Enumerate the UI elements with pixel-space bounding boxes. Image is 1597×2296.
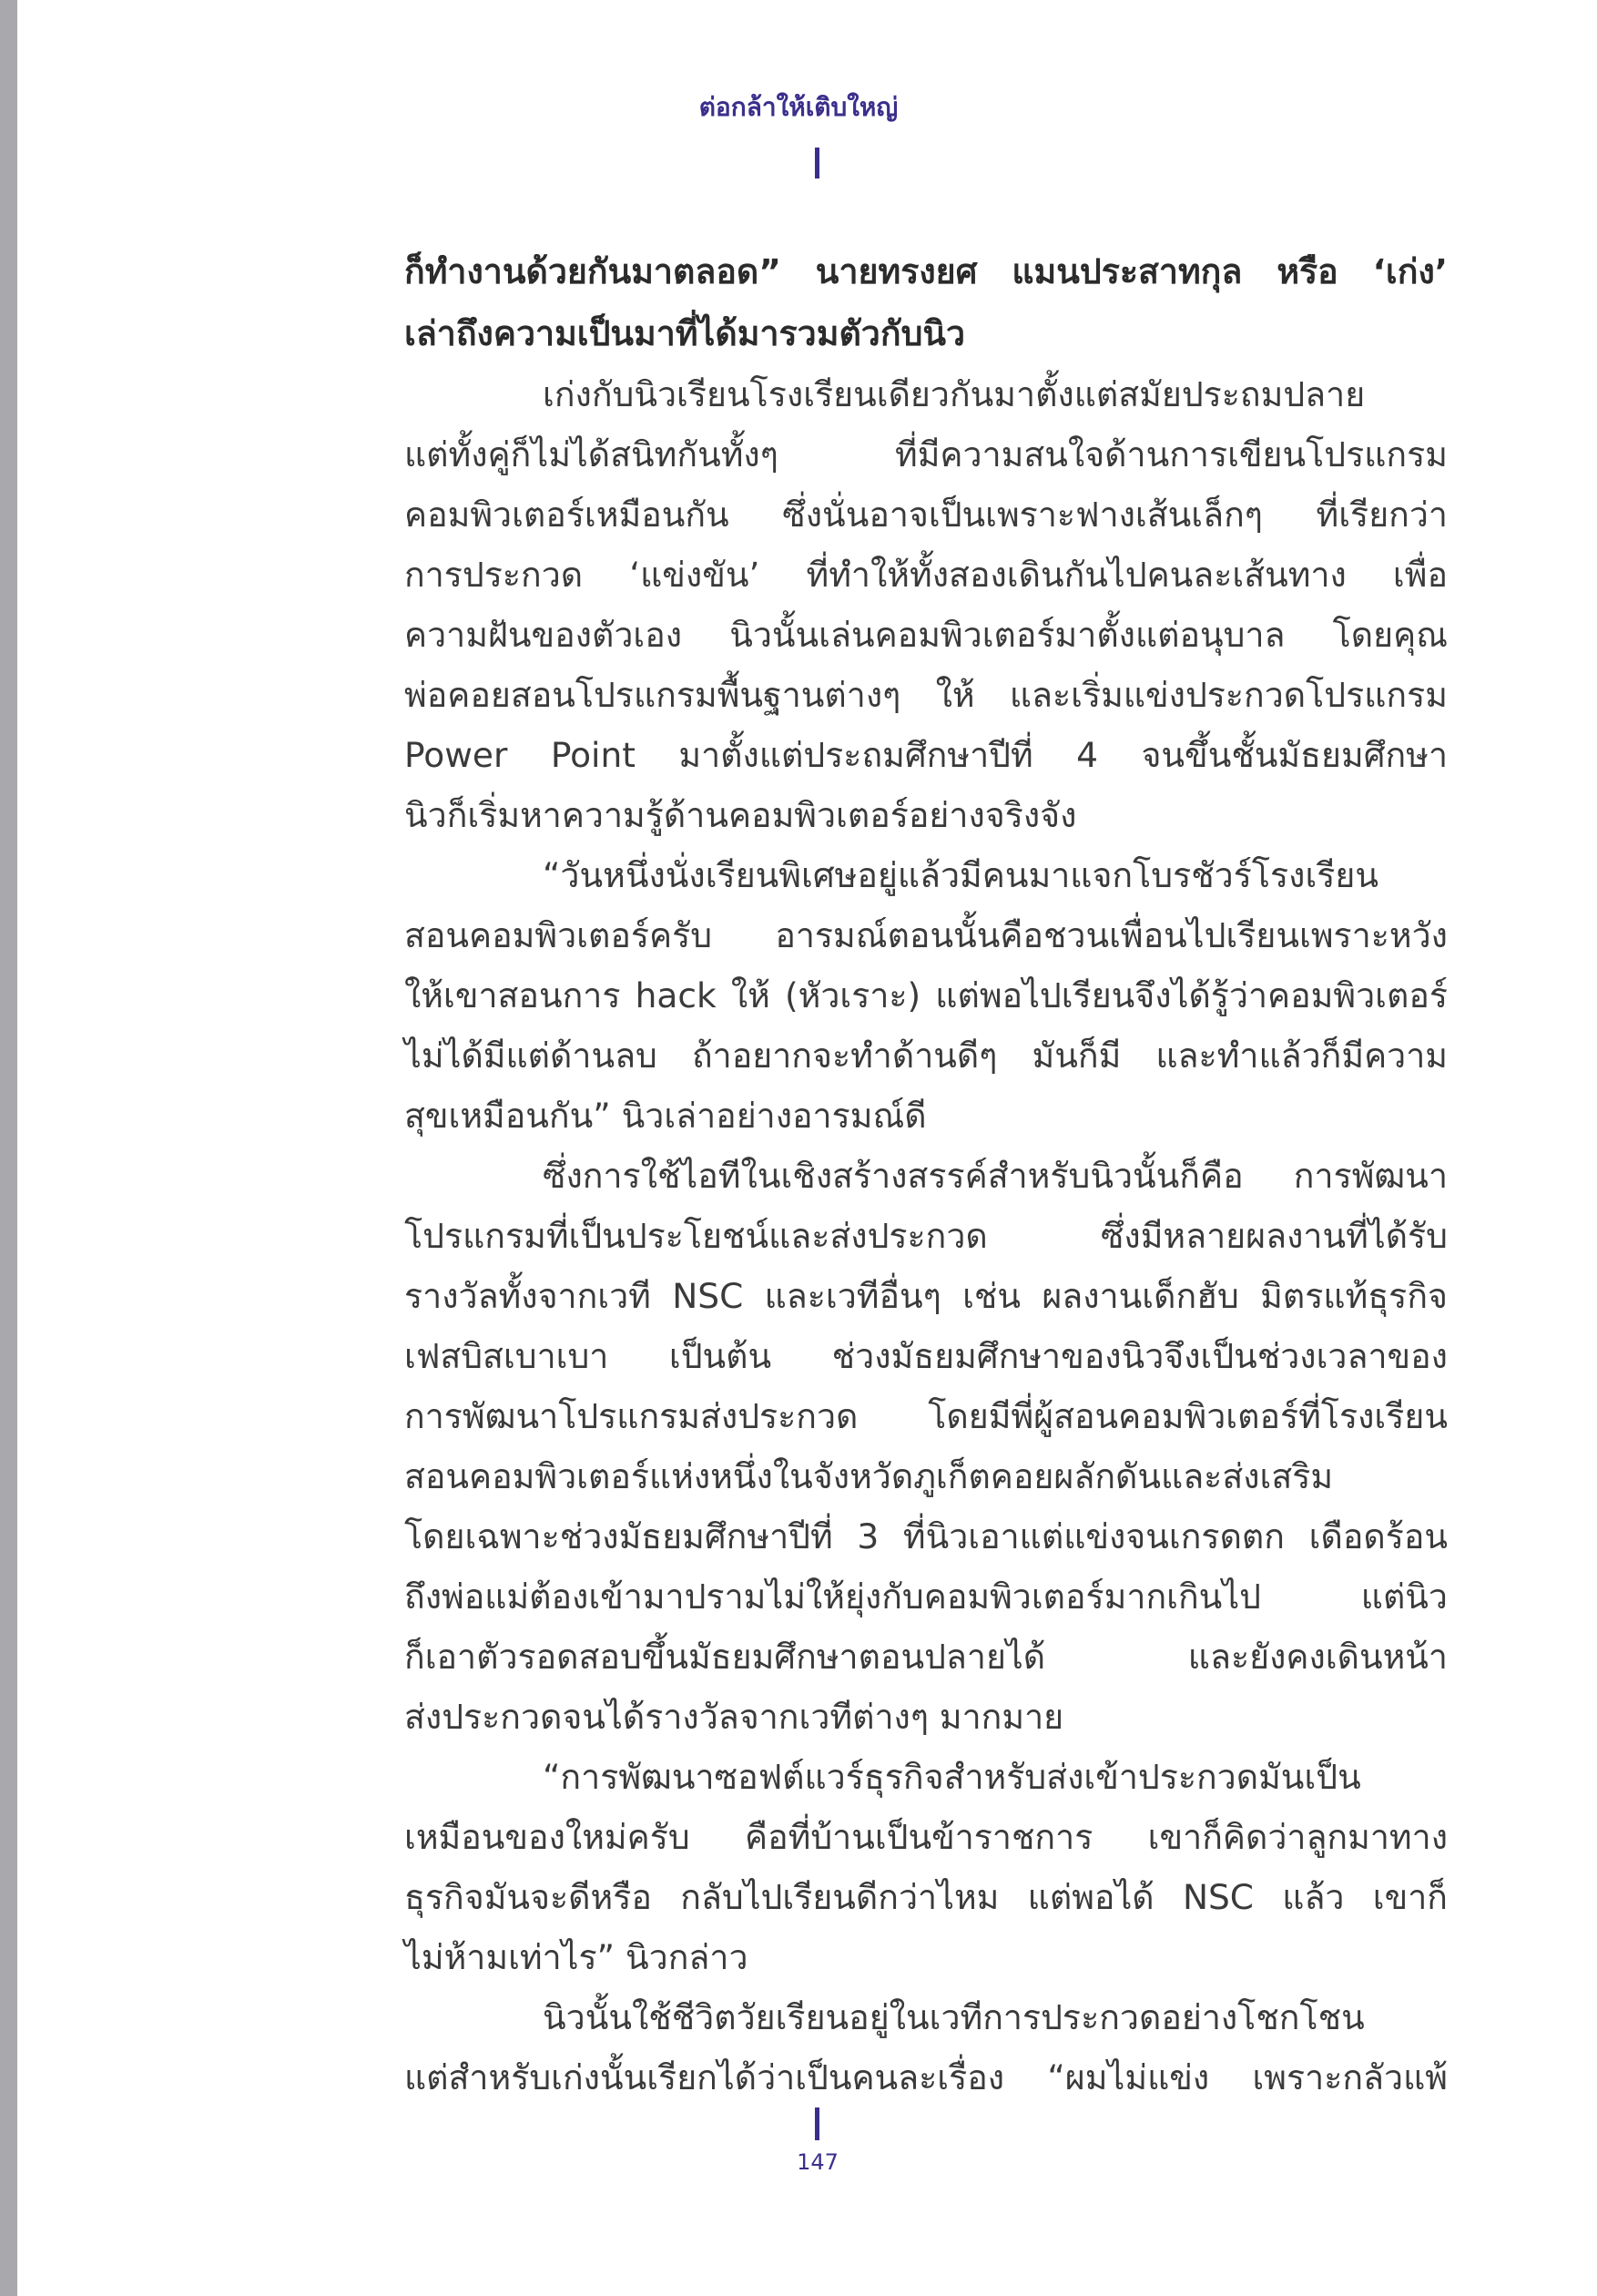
text-line: นิวก็เริ่มหาความรู้ด้านคอมพิวเตอร์อย่างจริงจัง <box>404 795 1077 835</box>
text-line: ให้เขาสอนการ hack ให้ (หัวเราะ) แต่พอไปเรียนจึงได้รู้ว่าคอมพิวเตอร์ <box>404 975 1448 1015</box>
footer-divider <box>815 2107 819 2140</box>
text-line: โปรแกรมที่เป็นประโยชน์และส่งประกวด ซึ่งมีหลายผลงานที่ได้รับ <box>404 1216 1448 1256</box>
text-line: ส่งประกวดจนได้รางวัลจากเวทีต่างๆ มากมาย <box>404 1697 1064 1737</box>
text-line: ความฝันของตัวเอง นิวนั้นเล่นคอมพิวเตอร์มาตั้งแต่อนุบาล โดยคุณ <box>404 615 1448 655</box>
text-line: ธุรกิจมันจะดีหรือ กลับไปเรียนดีกว่าไหม แต่พอได้ NSC แล้ว เขาก็ <box>404 1877 1448 1917</box>
page-number: 147 <box>797 2149 839 2175</box>
text-line: สอนคอมพิวเตอร์แห่งหนึ่งในจังหวัดภูเก็ตคอยผลักดันและส่งเสริม <box>404 1456 1334 1496</box>
text-line: สอนคอมพิวเตอร์ครับ อารมณ์ตอนนั้นคือชวนเพื่อนไปเรียนเพราะหวัง <box>404 915 1448 955</box>
text-line: ซึ่งการใช้ไอทีในเชิงสร้างสรรค์สำหรับนิวนั้นก็คือ การพัฒนา <box>543 1156 1448 1196</box>
text-line: การพัฒนาโปรแกรมส่งประกวด โดยมีพี่ผู้สอนคอมพิวเตอร์ที่โรงเรียน <box>404 1396 1448 1436</box>
running-header: ต่อกล้าให้เติบใหญ่ <box>698 92 899 122</box>
text-line: ก็เอาตัวรอดสอบขึ้นมัธยมศึกษาตอนปลายได้ และยังคงเดินหน้า <box>404 1637 1448 1677</box>
header-divider <box>815 148 819 179</box>
text-line: ไม่ได้มีแต่ด้านลบ ถ้าอยากจะทำด้านดีๆ มันก็มี และทำแล้วก็มีความ <box>404 1036 1448 1076</box>
text-line: เล่าถึงความเป็นมาที่ได้มารวมตัวกับนิว <box>404 313 966 353</box>
text-line: รางวัลทั้งจากเวที NSC และเวทีอื่นๆ เช่น ผลงานเด็กฮับ มิตรแท้ธุรกิจ <box>404 1276 1448 1316</box>
page-edge-bar <box>0 0 17 2296</box>
text-line: การประกวด ‘แข่งขัน’ ที่ทำให้ทั้งสองเดินกันไปคนละเส้นทาง เพื่อ <box>404 555 1448 595</box>
text-line: โดยเฉพาะช่วงมัธยมศึกษาปีที่ 3 ที่นิวเอาแต่แข่งจนเกรดตก เดือดร้อน <box>404 1516 1448 1556</box>
text-line: แต่สำหรับเก่งนั้นเรียกได้ว่าเป็นคนละเรื่อง “ผมไม่แข่ง เพราะกลัวแพ้ <box>404 2057 1448 2097</box>
text-line: เฟสบิสเบาเบา เป็นต้น ช่วงมัธยมศึกษาของนิวจึงเป็นช่วงเวลาของ <box>404 1336 1448 1376</box>
text-line: เก่งกับนิวเรียนโรงเรียนเดียวกันมาตั้งแต่สมัยประถมปลาย <box>543 374 1366 414</box>
text-line: สุขเหมือนกัน” นิวเล่าอย่างอารมณ์ดี <box>404 1096 927 1136</box>
text-line: เหมือนของใหม่ครับ คือที่บ้านเป็นข้าราชการ เขาก็คิดว่าลูกมาทาง <box>404 1817 1448 1857</box>
text-line: แต่ทั้งคู่ก็ไม่ได้สนิทกันทั้งๆ ที่มีความสนใจด้านการเขียนโปรแกรม <box>404 434 1448 475</box>
text-line: คอมพิวเตอร์เหมือนกัน ซึ่งนั่นอาจเป็นเพราะฟางเส้นเล็กๆ ที่เรียกว่า <box>404 495 1448 535</box>
text-line: Power Point มาตั้งแต่ประถมศึกษาปีที่ 4 จนขึ้นชั้นมัธยมศึกษา <box>404 735 1448 775</box>
text-line: “การพัฒนาซอฟต์แวร์ธุรกิจสำหรับส่งเข้าประกวดมันเป็น <box>543 1757 1361 1797</box>
text-line: ก็ทำงานด้วยกันมาตลอด” นายทรงยศ แมนประสาทกุล หรือ ‘เก่ง’ <box>404 251 1448 291</box>
body-text <box>404 240 1448 2107</box>
text-line: นิวนั้นใช้ชีวิตวัยเรียนอยู่ในเวทีการประกวดอย่างโชกโชน <box>543 1997 1365 2037</box>
text-line: ถึงพ่อแม่ต้องเข้ามาปรามไม่ให้ยุ่งกับคอมพิวเตอร์มากเกินไป แต่นิว <box>404 1577 1448 1617</box>
text-line: “วันหนึ่งนั่งเรียนพิเศษอยู่แล้วมีคนมาแจกโบรชัวร์โรงเรียน <box>543 855 1379 895</box>
text-line: พ่อคอยสอนโปรแกรมพื้นฐานต่างๆ ให้ และเริ่มแข่งประกวดโปรแกรม <box>404 675 1448 715</box>
text-line: ไม่ห้ามเท่าไร” นิวกล่าว <box>404 1937 748 1977</box>
